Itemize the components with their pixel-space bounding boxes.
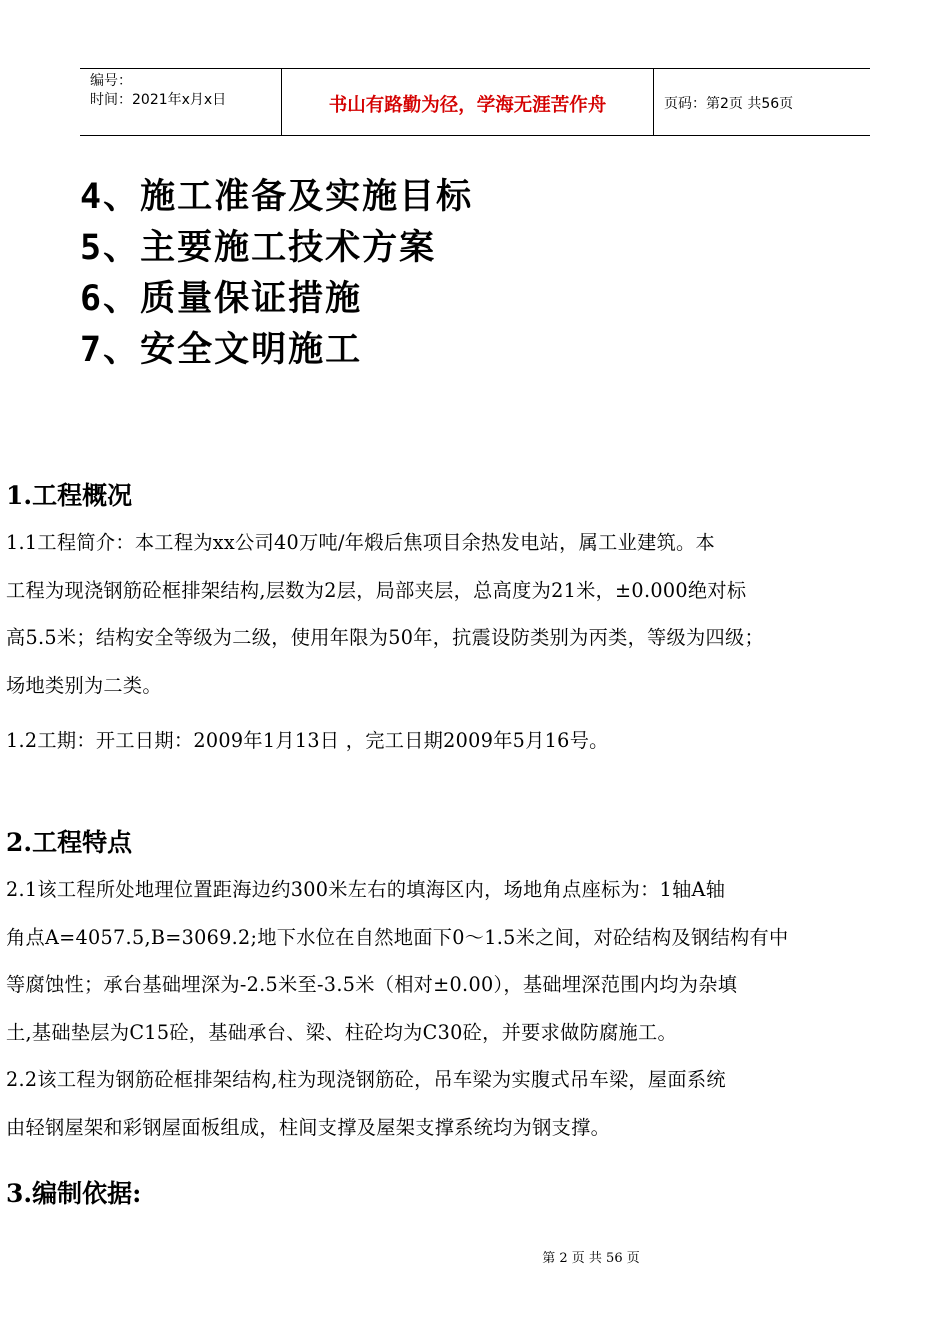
page-footer: 第 2 页 共 56 页: [542, 1251, 640, 1266]
text-line: 1.1工程简介：本工程为xx公司40万吨/年煅后焦项目余热发电站，属工业建筑。本: [6, 531, 716, 554]
paragraph-site-conditions: [6, 866, 946, 1056]
page-info-text: 页码：第2页 共56页: [664, 96, 794, 112]
doc-date: 时间：2021年x月x日: [90, 92, 227, 108]
text-line: 土,基础垫层为C15砼，基础承台、梁、柱砼均为C30砼，并要求做防腐施工。: [6, 1020, 678, 1044]
toc-item: 7、安全文明施工: [80, 330, 363, 370]
header-page-info: [654, 69, 870, 135]
paragraph-structure: [6, 1056, 946, 1151]
text-line: 1.2工期：开工日期：2009年1月13日 ，完工日期2009年5月16号。: [6, 729, 609, 752]
page-header: [80, 68, 870, 136]
toc-item: 5、主要施工技术方案: [80, 228, 437, 268]
section-title-features: 2.工程特点: [6, 828, 133, 857]
toc-item: 6、质量保证措施: [80, 279, 363, 319]
paragraph-schedule: [6, 717, 946, 765]
header-motto: [282, 69, 654, 135]
text-line: 2.2该工程为钢筋砼框排架结构,柱为现浇钢筋砼，吊车梁为实腹式吊车梁，屋面系统: [6, 1068, 726, 1091]
doc-number-label: 编号：: [90, 73, 132, 89]
motto-text: 书山有路勤为径，学海无涯苦作舟: [328, 95, 607, 116]
text-line: 等腐蚀性；承台基础埋深为-2.5米至-3.5米（相对±0.00），基础埋深范围内均为杂填: [6, 973, 738, 996]
paragraph-overview-intro: [6, 519, 946, 709]
text-line: 由轻钢屋架和彩钢屋面板组成，柱间支撑及屋架支撑系统均为钢支撑。: [6, 1115, 611, 1139]
text-line: 高5.5米；结构安全等级为二级，使用年限为50年，抗震设防类别为丙类，等级为四级；: [6, 626, 764, 649]
text-line: 工程为现浇钢筋砼框排架结构,层数为2层，局部夹层，总高度为21米，±0.000绝对标: [6, 578, 747, 602]
toc-item: 4、施工准备及实施目标: [80, 177, 474, 217]
text-line: 场地类别为二类。: [6, 673, 162, 697]
text-line: 2.1该工程所处地理位置距海边约300米左右的填海区内，场地角点座标为：1轴A轴: [6, 878, 726, 901]
header-meta: [80, 69, 282, 135]
text-line: 角点A=4057.5,B=3069.2;地下水位在自然地面下0～1.5米之间，对砼结构及钢结构有中: [6, 925, 789, 949]
toc-list: [80, 172, 473, 376]
section-title-overview: 1.工程概况: [6, 481, 133, 510]
section-title-basis: 3.编制依据:: [6, 1179, 142, 1208]
